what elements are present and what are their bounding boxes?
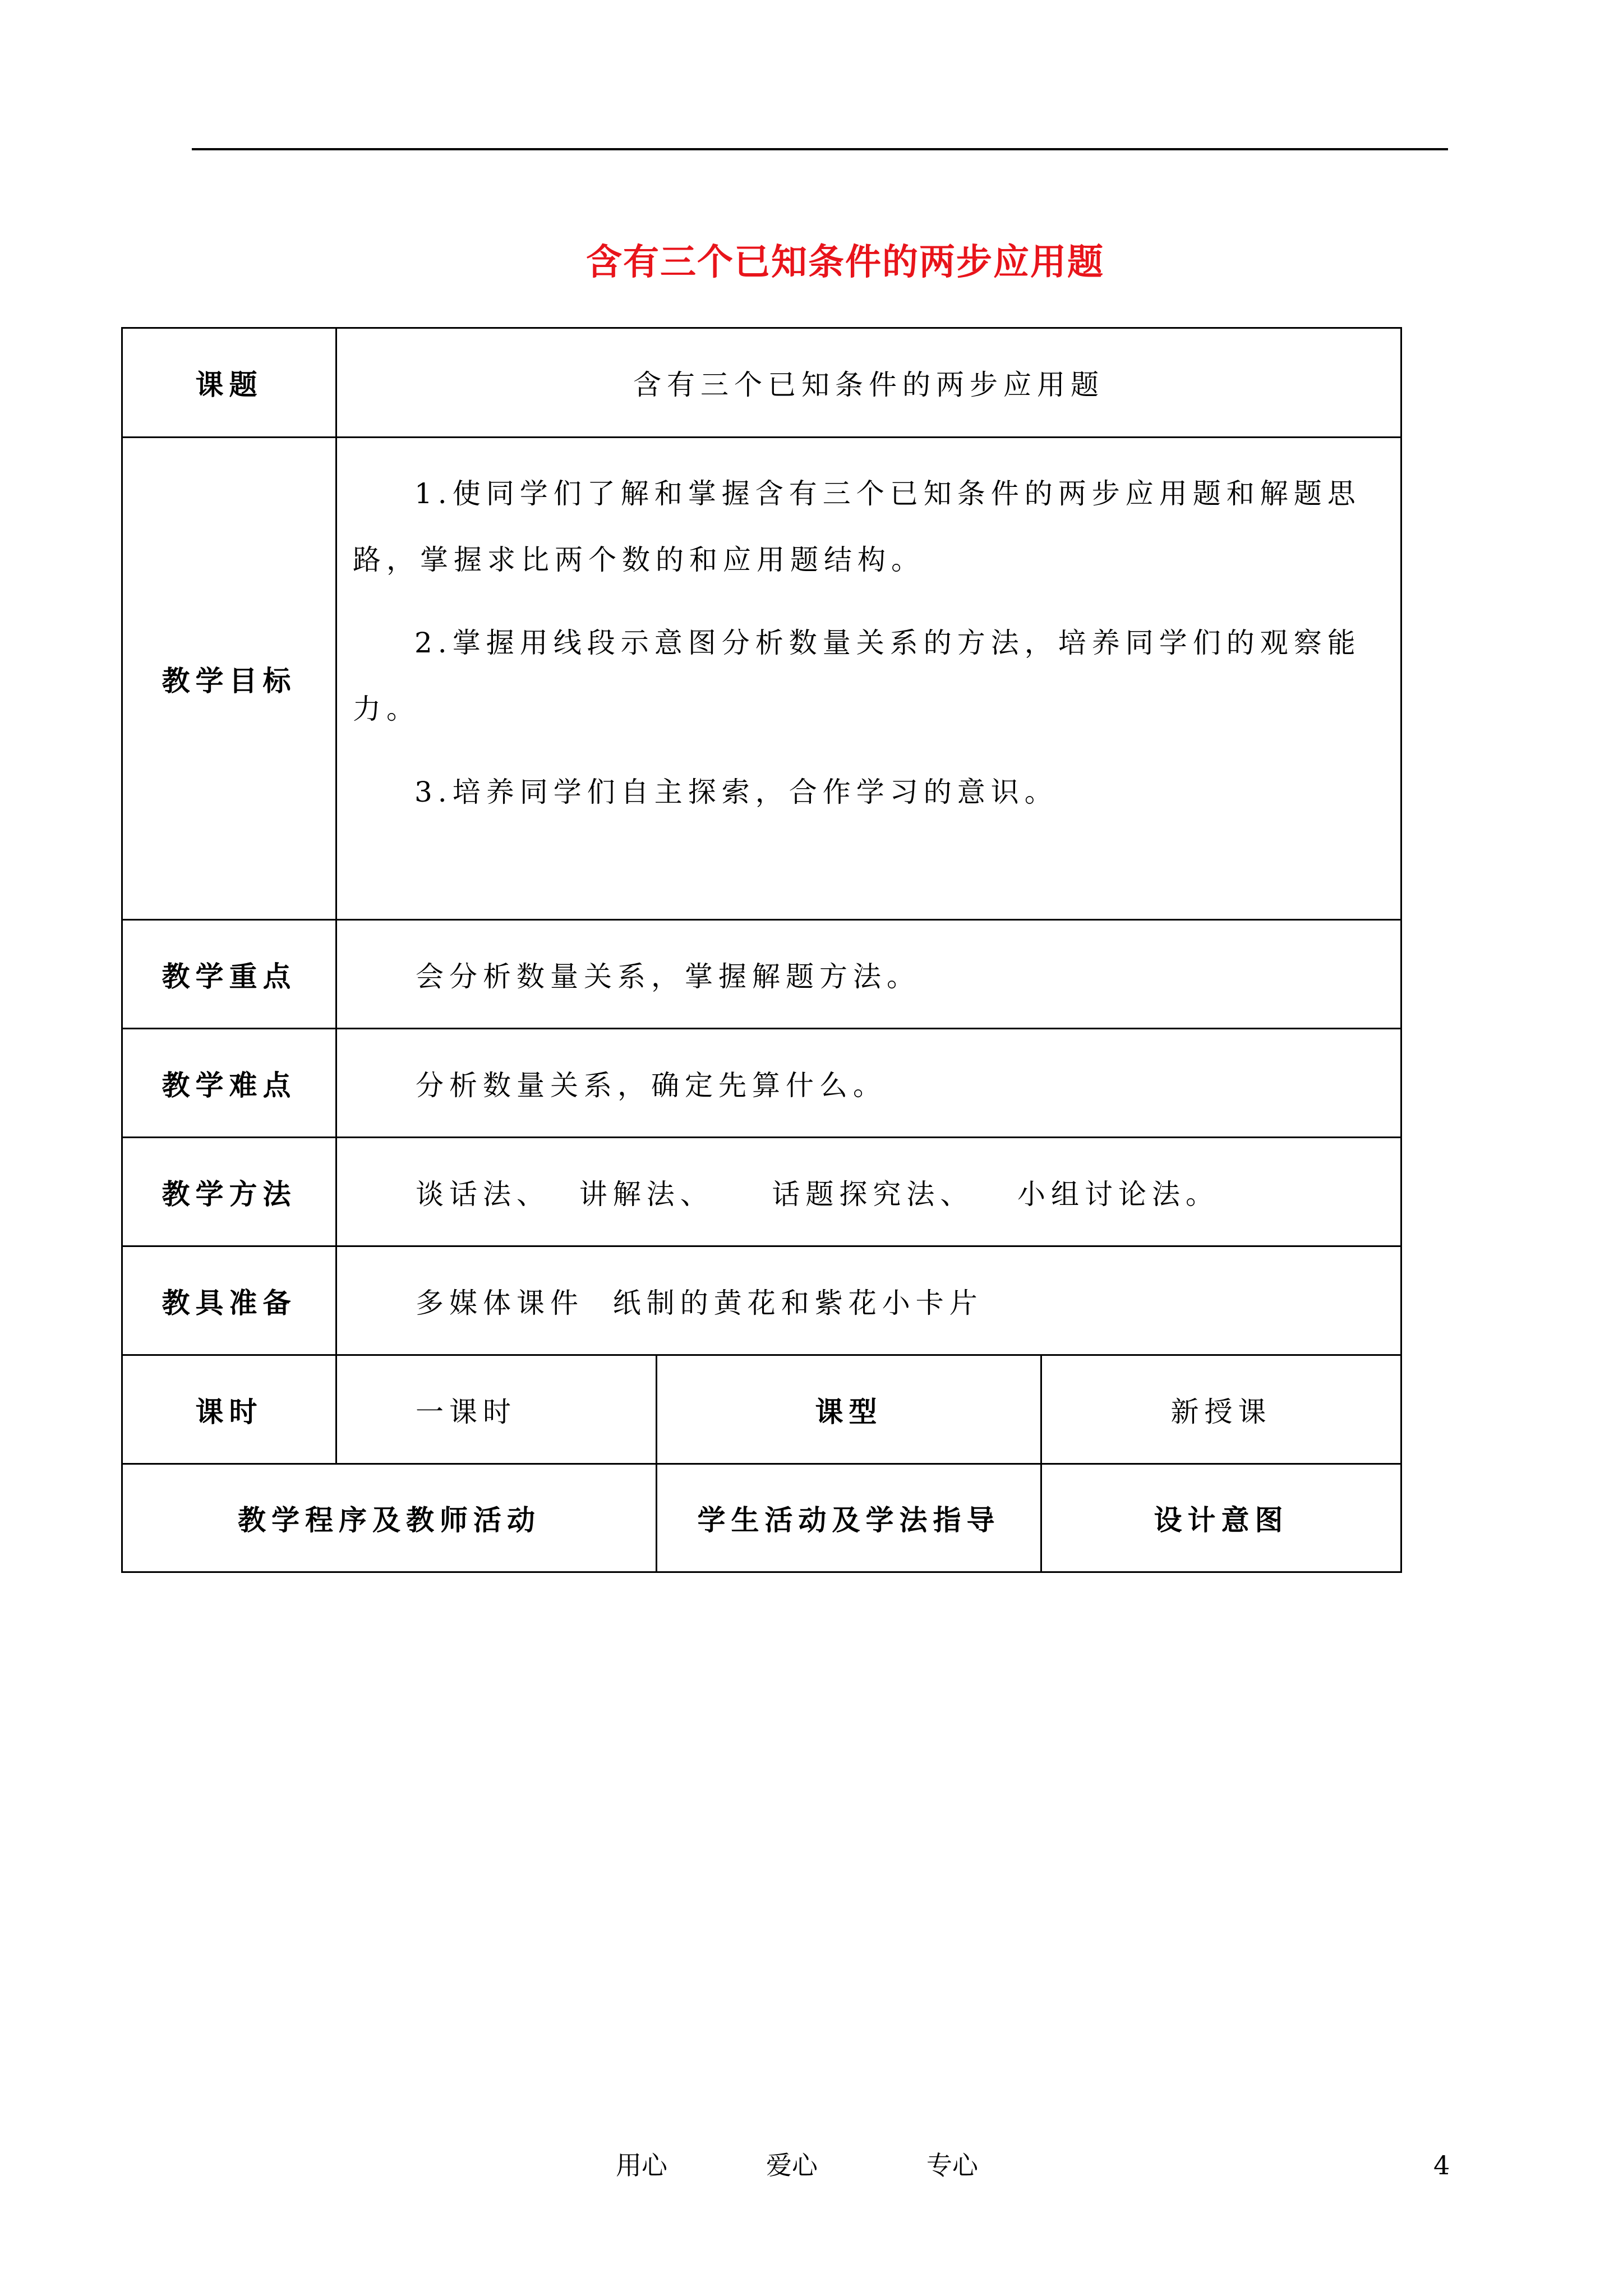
column-header-teacher: 教学程序及教师活动	[122, 1464, 657, 1572]
footer-motto: 专心	[926, 2150, 978, 2180]
methods-label: 教学方法	[122, 1138, 336, 1246]
column-header-student: 学生活动及学法指导	[657, 1464, 1041, 1572]
difficulties-value: 分析数量关系，确定先算什么。	[336, 1029, 1401, 1138]
objective-item: 2.掌握用线段示意图分析数量关系的方法，培养同学们的观察能力。	[353, 627, 1361, 725]
header-rule	[192, 148, 1448, 150]
objective-item: 3.培养同学们自主探索，合作学习的意识。	[414, 776, 1058, 808]
document-title: 含有三个已知条件的两步应用题	[586, 241, 1104, 283]
row-key-points	[122, 920, 1401, 1029]
row-difficulties	[122, 1029, 1401, 1138]
objective-item: 1.使同学们了解和掌握含有三个已知条件的两步应用题和解题思路，掌握求比两个数的和应用题结构。	[353, 477, 1361, 576]
lesson-plan-table	[121, 327, 1402, 1573]
lesson-type-value: 新授课	[1041, 1355, 1401, 1464]
topic-value: 含有三个已知条件的两步应用题	[336, 328, 1401, 438]
row-column-headers	[122, 1464, 1401, 1572]
methods-value: 谈话法、 讲解法、 话题探究法、 小组讨论法。	[336, 1138, 1401, 1246]
footer-motto: 用心	[616, 2150, 667, 2180]
tools-value: 多媒体课件 纸制的黄花和紫花小卡片	[336, 1246, 1401, 1355]
footer-motto: 爱心	[766, 2150, 818, 2180]
objectives-content	[336, 438, 1401, 920]
lesson-type-label: 课型	[657, 1355, 1041, 1464]
column-header-design: 设计意图	[1041, 1464, 1401, 1572]
tools-label: 教具准备	[122, 1246, 336, 1355]
row-tools	[122, 1246, 1401, 1355]
period-label: 课时	[122, 1355, 336, 1464]
row-objectives	[122, 438, 1401, 920]
key-points-value: 会分析数量关系，掌握解题方法。	[336, 920, 1401, 1029]
objectives-label: 教学目标	[122, 438, 336, 920]
page-number: 4	[1433, 2150, 1450, 2180]
row-methods	[122, 1138, 1401, 1246]
row-topic	[122, 328, 1401, 438]
difficulties-label: 教学难点	[122, 1029, 336, 1138]
topic-label: 课题	[122, 328, 336, 438]
period-value: 一课时	[336, 1355, 657, 1464]
key-points-label: 教学重点	[122, 920, 336, 1029]
row-period	[122, 1355, 1401, 1464]
